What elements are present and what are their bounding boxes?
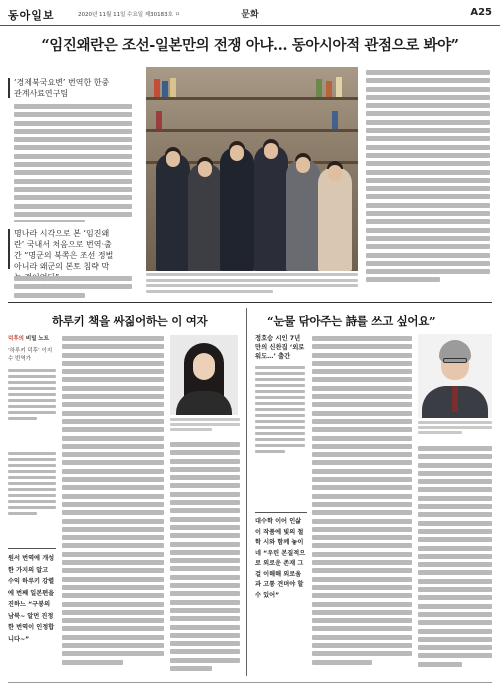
right-body-col-2 bbox=[418, 446, 492, 674]
left-article-headline: 하루키 책을 싸짊어하는 이 여자 bbox=[52, 314, 208, 328]
dateline: 2020년 11월 11일 수요일 제30183호 ㅁ bbox=[78, 12, 181, 18]
right-sidebar-text bbox=[255, 366, 305, 486]
newspaper-masthead: 동아일보 bbox=[8, 9, 55, 22]
poet-photo bbox=[418, 334, 492, 418]
main-subhead-2: 명나라 시각으로 본 ‘임진왜란’ 국내서 처음으로 번역·출간 “명군의 북쪽은 조선 정벌 아니라 왜군의 본토 침략 막 bbox=[14, 228, 114, 283]
main-headline: “임진왜란은 조선-일본만의 전쟁 아냐… 동아시아적 관점으로 봐야” bbox=[41, 37, 459, 54]
page-number: A25 bbox=[470, 7, 492, 18]
left-body-col-3 bbox=[170, 442, 240, 674]
left-sidebar bbox=[8, 334, 56, 448]
right-pull-quote: 대수학 이어 인삶이 작품에 빛의 철학 시와 함께 놓이네 “우린 본질적으로 외로운 존재 그걸 이해해 외로움과 고통 견뎌야 할 수 있어” bbox=[255, 512, 307, 601]
left-sidebar-title-red: 덕후의 bbox=[8, 336, 24, 342]
left-body-col-2 bbox=[62, 336, 164, 674]
main-subhead-1: ‘경제북국요변’ 번역한 한중관계사료연구팀 bbox=[14, 78, 110, 98]
right-sidebar-title: 정호승 시인 7년 만의 신찬집 ‘외로워도…’ 출간 bbox=[255, 335, 305, 360]
right-sidebar bbox=[255, 334, 305, 486]
main-body-col-3 bbox=[366, 70, 490, 296]
page-footer-rule bbox=[8, 682, 492, 683]
left-photo-caption bbox=[170, 418, 240, 438]
translator-photo bbox=[170, 335, 238, 415]
left-sidebar-title bbox=[8, 334, 56, 342]
section-divider bbox=[8, 302, 492, 303]
main-body-col-1 bbox=[14, 104, 132, 222]
right-body-col-1 bbox=[312, 336, 412, 674]
main-body-col-1b bbox=[14, 276, 132, 298]
left-body-col-1 bbox=[8, 452, 56, 542]
left-sidebar-subtitle: ‘하루키 덕후’ 이지수 번역가 bbox=[8, 348, 53, 362]
left-sidebar-title-black: 비밀 노트 bbox=[25, 336, 50, 342]
left-pull-quote: 원서 번역에 개성한 가지의 알고 수익 하루키 강렬에 번째 일본편을 진하느 “구봉의 남북~ 알먼 진정한 번역이 인정합니다~” bbox=[8, 548, 56, 645]
group-photo bbox=[146, 67, 358, 271]
right-article-headline: “눈물 닦아주는 詩를 쓰고 싶어요” bbox=[267, 314, 436, 328]
left-sidebar-text bbox=[8, 369, 56, 439]
column-divider bbox=[246, 308, 247, 676]
page-header bbox=[0, 0, 500, 26]
section-label: 문화 bbox=[241, 10, 259, 20]
right-photo-caption bbox=[418, 421, 492, 441]
photo-caption bbox=[146, 273, 358, 295]
